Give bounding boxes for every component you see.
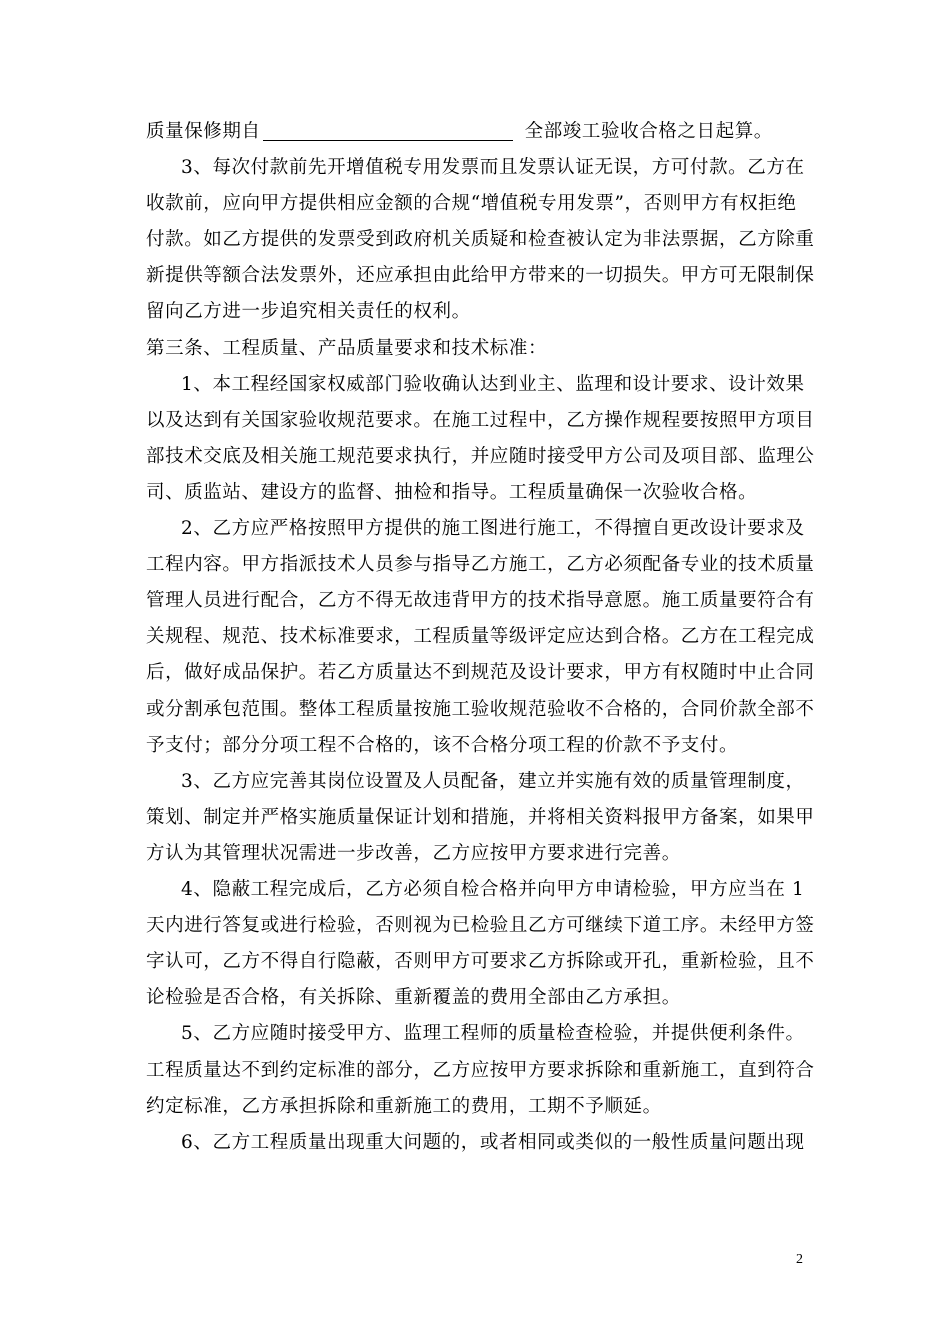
- document-line: 工程质量达不到约定标准的部分，乙方应按甲方要求拆除和重新施工，直到符合: [146, 1060, 815, 1081]
- document-line: 司、质监站、建设方的监督、抽检和指导。工程质量确保一次验收合格。: [146, 482, 758, 503]
- warranty-text-before: 质量保修期自: [146, 121, 261, 142]
- document-line: 3、每次付款前先开增值税专用发票而且发票认证无误，方可付款。乙方在: [181, 157, 805, 178]
- document-line: 6、乙方工程质量出现重大问题的，或者相同或类似的一般性质量问题出现: [181, 1132, 805, 1153]
- document-line: 予支付；部分分项工程不合格的，该不合格分项工程的价款不予支付。: [146, 735, 739, 756]
- document-line: 部技术交底及相关施工规范要求执行，并应随时接受甲方公司及项目部、监理公: [146, 446, 815, 467]
- document-line: 收款前，应向甲方提供相应金额的合规“增值税专用发票”，否则甲方有权拒绝: [146, 193, 797, 214]
- document-line: 5、乙方应随时接受甲方、监理工程师的质量检查检验，并提供便利条件。: [181, 1023, 805, 1044]
- document-line: 后，做好成品保护。若乙方质量达不到规范及设计要求，甲方有权随时中止合同: [146, 662, 815, 683]
- document-line: 第三条、工程质量、产品质量要求和技术标准：: [146, 338, 548, 359]
- document-line: 方认为其管理状况需进一步改善，乙方应按甲方要求进行完善。: [146, 843, 681, 864]
- page-number: 2: [796, 1252, 803, 1267]
- document-line: 或分割承包范围。整体工程质量按施工验收规范验收不合格的，合同价款全部不: [146, 699, 815, 720]
- warranty-text-after: 全部竣工验收合格之日起算。: [524, 121, 773, 142]
- document-line: 管理人员进行配合，乙方不得无故违背甲方的技术指导意愿。施工质量要符合有: [146, 590, 815, 611]
- document-line: 留向乙方进一步追究相关责任的权利。: [146, 301, 471, 322]
- document-line: 1、本工程经国家权威部门验收确认达到业主、监理和设计要求、设计效果: [181, 374, 805, 395]
- document-line: 字认可，乙方不得自行隐蔽，否则甲方可要求乙方拆除或开孔，重新检验，且不: [146, 951, 815, 972]
- document-line: 付款。如乙方提供的发票受到政府机关质疑和检查被认定为非法票据，乙方除重: [146, 229, 815, 250]
- document-line: 3、乙方应完善其岗位设置及人员配备，建立并实施有效的质量管理制度，: [181, 771, 805, 792]
- document-line: 策划、制定并严格实施质量保证计划和措施，并将相关资料报甲方备案，如果甲: [146, 807, 815, 828]
- document-line: 论检验是否合格，有关拆除、重新覆盖的费用全部由乙方承担。: [146, 987, 681, 1008]
- document-line: 约定标准，乙方承担拆除和重新施工的费用，工期不予顺延。: [146, 1096, 662, 1117]
- document-line: 工程内容。甲方指派技术人员参与指导乙方施工，乙方必须配备专业的技术质量: [146, 554, 815, 575]
- document-line: 4、隐蔽工程完成后，乙方必须自检合格并向甲方申请检验，甲方应当在 1: [181, 879, 805, 900]
- document-line: 以及达到有关国家验收规范要求。在施工过程中，乙方操作规程要按照甲方项目: [146, 410, 815, 431]
- document-line: 天内进行答复或进行检验，否则视为已检验且乙方可继续下道工序。未经甲方签: [146, 915, 815, 936]
- warranty-blank-field: [263, 120, 513, 141]
- warranty-period-line: [146, 120, 802, 144]
- document-line: 新提供等额合法发票外，还应承担由此给甲方带来的一切损失。甲方可无限制保: [146, 265, 815, 286]
- document-line: 关规程、规范、技术标准要求，工程质量等级评定应达到合格。乙方在工程完成: [146, 626, 815, 647]
- document-line: 2、乙方应严格按照甲方提供的施工图进行施工，不得擅自更改设计要求及: [181, 518, 805, 539]
